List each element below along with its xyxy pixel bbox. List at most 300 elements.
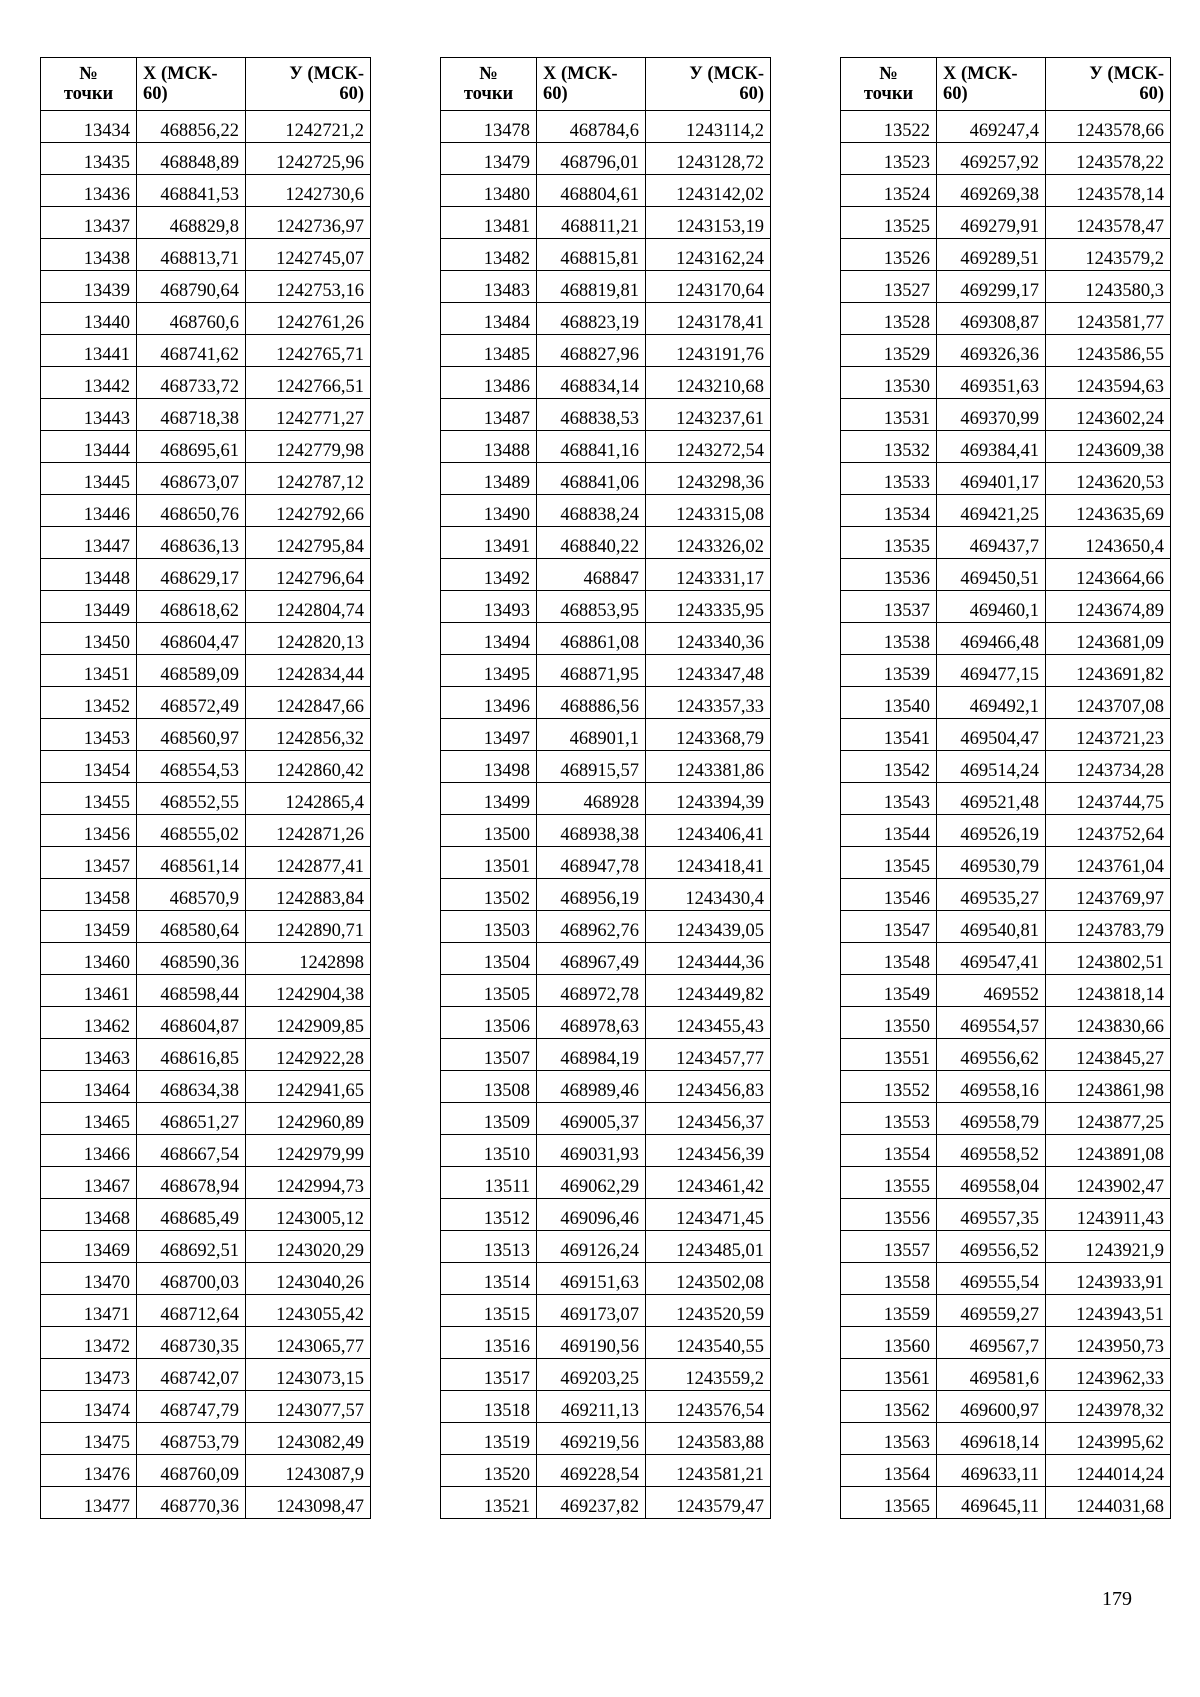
point-number-cell: 13492 [441,559,537,591]
point-number-cell: 13544 [841,815,937,847]
y-coordinate-cell: 1242820,13 [246,623,371,655]
point-number-cell: 13527 [841,271,937,303]
table-row [41,1263,371,1295]
point-number-cell: 13458 [41,879,137,911]
y-coordinate-cell: 1243734,28 [1046,751,1171,783]
point-number-cell: 13564 [841,1455,937,1487]
x-coordinate-cell: 468667,54 [137,1135,246,1167]
y-coordinate-cell: 1243578,47 [1046,207,1171,239]
y-coordinate-cell: 1243326,02 [646,527,771,559]
point-number-cell: 13534 [841,495,937,527]
x-coordinate-cell: 469269,38 [937,175,1046,207]
x-coordinate-cell: 469384,41 [937,431,1046,463]
x-coordinate-cell: 469437,7 [937,527,1046,559]
table-row [841,1487,1171,1519]
x-coordinate-cell: 469421,25 [937,495,1046,527]
x-coordinate-header: Х (МСК- 60) [937,58,1046,111]
table-row [41,943,371,975]
point-number-cell: 13557 [841,1231,937,1263]
x-coordinate-cell: 468718,38 [137,399,246,431]
y-coordinate-header: У (МСК- 60) [246,58,371,111]
point-number-cell: 13460 [41,943,137,975]
y-coordinate-cell: 1243406,41 [646,815,771,847]
table-row [441,1295,771,1327]
point-number-cell: 13457 [41,847,137,879]
x-coordinate-cell: 469558,79 [937,1103,1046,1135]
table-header-row [841,58,1171,111]
y-coordinate-cell: 1243845,27 [1046,1039,1171,1071]
x-coordinate-cell: 469618,14 [937,1423,1046,1455]
point-number-cell: 13494 [441,623,537,655]
y-coordinate-cell: 1243620,53 [1046,463,1171,495]
table-row [41,463,371,495]
y-coordinate-cell: 1243456,83 [646,1071,771,1103]
x-coordinate-cell: 469190,56 [537,1327,646,1359]
x-coordinate-cell: 469567,7 [937,1327,1046,1359]
table-row [41,1103,371,1135]
table-row [41,1007,371,1039]
y-coordinate-cell: 1243681,09 [1046,623,1171,655]
x-coordinate-cell: 468841,06 [537,463,646,495]
point-number-cell: 13452 [41,687,137,719]
point-number-cell: 13442 [41,367,137,399]
point-number-cell: 13526 [841,239,937,271]
point-number-cell: 13533 [841,463,937,495]
table-row [841,463,1171,495]
point-number-cell: 13507 [441,1039,537,1071]
point-number-cell: 13438 [41,239,137,271]
y-coordinate-cell: 1243077,57 [246,1391,371,1423]
y-coordinate-cell: 1243950,73 [1046,1327,1171,1359]
x-coordinate-cell: 468972,78 [537,975,646,1007]
table-row [41,1039,371,1071]
y-coordinate-cell: 1243581,77 [1046,303,1171,335]
point-number-cell: 13490 [441,495,537,527]
x-coordinate-cell: 468598,44 [137,975,246,1007]
x-coordinate-cell: 468838,53 [537,399,646,431]
table-row [441,1487,771,1519]
table-row [41,367,371,399]
y-coordinate-cell: 1243691,82 [1046,655,1171,687]
x-coordinate-cell: 469031,93 [537,1135,646,1167]
y-coordinate-cell: 1243418,41 [646,847,771,879]
table-row [441,1199,771,1231]
x-coordinate-cell: 468886,56 [537,687,646,719]
y-coordinate-cell: 1243335,95 [646,591,771,623]
y-coordinate-cell: 1242860,42 [246,751,371,783]
table-row [41,431,371,463]
point-number-cell: 13477 [41,1487,137,1519]
x-coordinate-cell: 469558,04 [937,1167,1046,1199]
y-coordinate-cell: 1243315,08 [646,495,771,527]
x-coordinate-cell: 468841,16 [537,431,646,463]
x-coordinate-cell: 468853,95 [537,591,646,623]
x-coordinate-cell: 469521,48 [937,783,1046,815]
table-row [41,1391,371,1423]
y-coordinate-cell: 1242871,26 [246,815,371,847]
table-row [441,559,771,591]
point-number-cell: 13550 [841,1007,937,1039]
point-number-header: № точки [41,58,137,111]
table-row [841,815,1171,847]
y-coordinate-cell: 1243769,97 [1046,879,1171,911]
point-number-cell: 13545 [841,847,937,879]
y-coordinate-cell: 1244014,24 [1046,1455,1171,1487]
y-coordinate-cell: 1243943,51 [1046,1295,1171,1327]
x-coordinate-cell: 469351,63 [937,367,1046,399]
x-coordinate-header: Х (МСК- 60) [537,58,646,111]
table-row [41,751,371,783]
table-row [441,815,771,847]
y-coordinate-cell: 1242877,41 [246,847,371,879]
point-number-cell: 13434 [41,111,137,143]
y-coordinate-cell: 1242979,99 [246,1135,371,1167]
x-coordinate-cell: 468560,97 [137,719,246,751]
x-coordinate-cell: 468760,6 [137,303,246,335]
point-number-cell: 13485 [441,335,537,367]
y-coordinate-cell: 1243581,21 [646,1455,771,1487]
x-coordinate-cell: 469504,47 [937,719,1046,751]
y-coordinate-cell: 1243005,12 [246,1199,371,1231]
point-number-cell: 13475 [41,1423,137,1455]
point-number-cell: 13505 [441,975,537,1007]
y-coordinate-cell: 1244031,68 [1046,1487,1171,1519]
point-number-cell: 13501 [441,847,537,879]
x-coordinate-cell: 468796,01 [537,143,646,175]
table-row [41,591,371,623]
x-coordinate-cell: 469257,92 [937,143,1046,175]
y-coordinate-cell: 1242736,97 [246,207,371,239]
x-coordinate-cell: 469556,62 [937,1039,1046,1071]
y-coordinate-cell: 1242834,44 [246,655,371,687]
point-number-cell: 13456 [41,815,137,847]
point-number-cell: 13441 [41,335,137,367]
y-coordinate-cell: 1242787,12 [246,463,371,495]
y-coordinate-cell: 1243721,23 [1046,719,1171,751]
x-coordinate-cell: 468747,79 [137,1391,246,1423]
y-coordinate-cell: 1243578,22 [1046,143,1171,175]
point-number-cell: 13542 [841,751,937,783]
table-row [41,655,371,687]
x-coordinate-cell: 468685,49 [137,1199,246,1231]
x-coordinate-cell: 468678,94 [137,1167,246,1199]
y-coordinate-cell: 1243578,66 [1046,111,1171,143]
y-coordinate-cell: 1243540,55 [646,1327,771,1359]
y-coordinate-cell: 1242721,2 [246,111,371,143]
y-coordinate-cell: 1243020,29 [246,1231,371,1263]
point-number-cell: 13515 [441,1295,537,1327]
x-coordinate-cell: 468604,47 [137,623,246,655]
table-row [841,175,1171,207]
point-number-cell: 13563 [841,1423,937,1455]
point-number-cell: 13462 [41,1007,137,1039]
coordinates-table-3 [840,57,1171,1519]
table-row [41,1231,371,1263]
point-number-cell: 13547 [841,911,937,943]
x-coordinate-cell: 469477,15 [937,655,1046,687]
table-row [41,815,371,847]
x-coordinate-cell: 468811,21 [537,207,646,239]
point-number-cell: 13537 [841,591,937,623]
point-number-cell: 13435 [41,143,137,175]
y-coordinate-cell: 1243381,86 [646,751,771,783]
x-coordinate-cell: 468813,71 [137,239,246,271]
point-number-cell: 13519 [441,1423,537,1455]
y-coordinate-cell: 1243744,75 [1046,783,1171,815]
x-coordinate-cell: 468784,6 [537,111,646,143]
table-row [841,111,1171,143]
point-number-cell: 13553 [841,1103,937,1135]
table-row [441,719,771,751]
point-number-cell: 13448 [41,559,137,591]
point-number-cell: 13481 [441,207,537,239]
y-coordinate-cell: 1243114,2 [646,111,771,143]
y-coordinate-cell: 1243877,25 [1046,1103,1171,1135]
x-coordinate-cell: 468618,62 [137,591,246,623]
point-number-cell: 13509 [441,1103,537,1135]
point-number-cell: 13491 [441,527,537,559]
x-coordinate-cell: 469326,36 [937,335,1046,367]
y-coordinate-cell: 1242795,84 [246,527,371,559]
point-number-cell: 13493 [441,591,537,623]
table-row [841,1135,1171,1167]
x-coordinate-header: Х (МСК- 60) [137,58,246,111]
point-number-cell: 13449 [41,591,137,623]
table-row [441,623,771,655]
table-row [841,1263,1171,1295]
table-row [41,1423,371,1455]
table-row [441,591,771,623]
y-coordinate-cell: 1243978,32 [1046,1391,1171,1423]
y-coordinate-cell: 1243583,88 [646,1423,771,1455]
table-row [841,687,1171,719]
x-coordinate-cell: 468589,09 [137,655,246,687]
y-coordinate-cell: 1243502,08 [646,1263,771,1295]
x-coordinate-cell: 468760,09 [137,1455,246,1487]
point-number-cell: 13558 [841,1263,937,1295]
y-coordinate-cell: 1243210,68 [646,367,771,399]
y-coordinate-cell: 1243153,19 [646,207,771,239]
table-row [41,1487,371,1519]
point-number-cell: 13520 [441,1455,537,1487]
x-coordinate-cell: 468604,87 [137,1007,246,1039]
table-row [441,335,771,367]
y-coordinate-cell: 1243752,64 [1046,815,1171,847]
table-row [841,1295,1171,1327]
x-coordinate-cell: 469401,17 [937,463,1046,495]
table-row [441,111,771,143]
x-coordinate-cell: 468901,1 [537,719,646,751]
x-coordinate-cell: 469645,11 [937,1487,1046,1519]
table-row [41,239,371,271]
y-coordinate-header: У (МСК- 60) [646,58,771,111]
y-coordinate-cell: 1242941,65 [246,1071,371,1103]
point-number-cell: 13510 [441,1135,537,1167]
table-row [841,431,1171,463]
y-coordinate-cell: 1243559,2 [646,1359,771,1391]
table-row [841,1167,1171,1199]
table-row [41,1135,371,1167]
table-row [41,719,371,751]
y-coordinate-cell: 1243609,38 [1046,431,1171,463]
table-row [41,1167,371,1199]
y-coordinate-cell: 1243602,24 [1046,399,1171,431]
point-number-cell: 13540 [841,687,937,719]
table-row [841,975,1171,1007]
table-row [841,1039,1171,1071]
point-number-cell: 13561 [841,1359,937,1391]
point-number-cell: 13500 [441,815,537,847]
table-row [841,1007,1171,1039]
point-number-cell: 13523 [841,143,937,175]
y-coordinate-header: У (МСК- 60) [1046,58,1171,111]
point-number-cell: 13469 [41,1231,137,1263]
point-number-cell: 13461 [41,975,137,1007]
table-row [41,623,371,655]
table-row [41,143,371,175]
y-coordinate-cell: 1242761,26 [246,303,371,335]
y-coordinate-cell: 1243456,37 [646,1103,771,1135]
point-number-cell: 13539 [841,655,937,687]
x-coordinate-cell: 469370,99 [937,399,1046,431]
x-coordinate-cell: 469228,54 [537,1455,646,1487]
table-row [841,143,1171,175]
y-coordinate-cell: 1242898 [246,943,371,975]
x-coordinate-cell: 469289,51 [937,239,1046,271]
y-coordinate-cell: 1243576,54 [646,1391,771,1423]
point-number-cell: 13554 [841,1135,937,1167]
point-number-cell: 13478 [441,111,537,143]
x-coordinate-cell: 469514,24 [937,751,1046,783]
x-coordinate-cell: 468636,13 [137,527,246,559]
table-row [441,751,771,783]
x-coordinate-cell: 468827,96 [537,335,646,367]
point-number-cell: 13511 [441,1167,537,1199]
point-number-cell: 13513 [441,1231,537,1263]
point-number-cell: 13443 [41,399,137,431]
y-coordinate-cell: 1243818,14 [1046,975,1171,1007]
x-coordinate-cell: 469492,1 [937,687,1046,719]
x-coordinate-cell: 469540,81 [937,911,1046,943]
point-number-cell: 13450 [41,623,137,655]
point-number-cell: 13549 [841,975,937,1007]
point-number-cell: 13482 [441,239,537,271]
table-row [441,687,771,719]
y-coordinate-cell: 1242765,71 [246,335,371,367]
table-row [841,1359,1171,1391]
x-coordinate-cell: 468741,62 [137,335,246,367]
x-coordinate-cell: 468938,38 [537,815,646,847]
table-row [841,719,1171,751]
x-coordinate-cell: 468984,19 [537,1039,646,1071]
point-number-cell: 13463 [41,1039,137,1071]
point-number-cell: 13437 [41,207,137,239]
point-number-cell: 13466 [41,1135,137,1167]
table-row [41,271,371,303]
y-coordinate-cell: 1243444,36 [646,943,771,975]
y-coordinate-cell: 1243457,77 [646,1039,771,1071]
table-row [441,1423,771,1455]
y-coordinate-cell: 1242909,85 [246,1007,371,1039]
y-coordinate-cell: 1242994,73 [246,1167,371,1199]
point-number-cell: 13467 [41,1167,137,1199]
y-coordinate-cell: 1243586,55 [1046,335,1171,367]
table-row [41,303,371,335]
point-number-cell: 13538 [841,623,937,655]
table-row [841,335,1171,367]
y-coordinate-cell: 1243087,9 [246,1455,371,1487]
table-row [41,527,371,559]
y-coordinate-cell: 1243650,4 [1046,527,1171,559]
point-number-cell: 13440 [41,303,137,335]
x-coordinate-cell: 469096,46 [537,1199,646,1231]
table-row [841,399,1171,431]
table-row [441,1039,771,1071]
table-row [841,1199,1171,1231]
point-number-cell: 13524 [841,175,937,207]
x-coordinate-cell: 468770,36 [137,1487,246,1519]
y-coordinate-cell: 1243933,91 [1046,1263,1171,1295]
point-number-cell: 13455 [41,783,137,815]
y-coordinate-cell: 1242856,32 [246,719,371,751]
y-coordinate-cell: 1243921,9 [1046,1231,1171,1263]
x-coordinate-cell: 468815,81 [537,239,646,271]
page-number: 179 [1102,1588,1132,1610]
table-row [841,1231,1171,1263]
x-coordinate-cell: 468634,38 [137,1071,246,1103]
table-row [41,1199,371,1231]
y-coordinate-cell: 1242771,27 [246,399,371,431]
x-coordinate-cell: 468712,64 [137,1295,246,1327]
x-coordinate-cell: 468753,79 [137,1423,246,1455]
x-coordinate-cell: 468730,35 [137,1327,246,1359]
table-row [41,111,371,143]
y-coordinate-cell: 1243802,51 [1046,943,1171,975]
x-coordinate-cell: 469211,13 [537,1391,646,1423]
point-number-cell: 13471 [41,1295,137,1327]
table-row [441,431,771,463]
x-coordinate-cell: 468989,46 [537,1071,646,1103]
table-row [841,783,1171,815]
y-coordinate-cell: 1242847,66 [246,687,371,719]
x-coordinate-cell: 468554,53 [137,751,246,783]
x-coordinate-cell: 469299,17 [937,271,1046,303]
table-row [841,1071,1171,1103]
table-row [41,1359,371,1391]
table-row [41,335,371,367]
y-coordinate-cell: 1242730,6 [246,175,371,207]
y-coordinate-cell: 1242779,98 [246,431,371,463]
point-number-cell: 13453 [41,719,137,751]
y-coordinate-cell: 1243082,49 [246,1423,371,1455]
table-header-row [441,58,771,111]
y-coordinate-cell: 1243128,72 [646,143,771,175]
point-number-cell: 13487 [441,399,537,431]
y-coordinate-cell: 1243578,14 [1046,175,1171,207]
y-coordinate-cell: 1243340,36 [646,623,771,655]
x-coordinate-cell: 469062,29 [537,1167,646,1199]
table-row [41,911,371,943]
table-row [441,271,771,303]
y-coordinate-cell: 1242904,38 [246,975,371,1007]
x-coordinate-cell: 469558,52 [937,1135,1046,1167]
table-row [441,1263,771,1295]
table-row [441,1231,771,1263]
y-coordinate-cell: 1243579,47 [646,1487,771,1519]
x-coordinate-cell: 469005,37 [537,1103,646,1135]
y-coordinate-cell: 1243055,42 [246,1295,371,1327]
x-coordinate-cell: 468823,19 [537,303,646,335]
